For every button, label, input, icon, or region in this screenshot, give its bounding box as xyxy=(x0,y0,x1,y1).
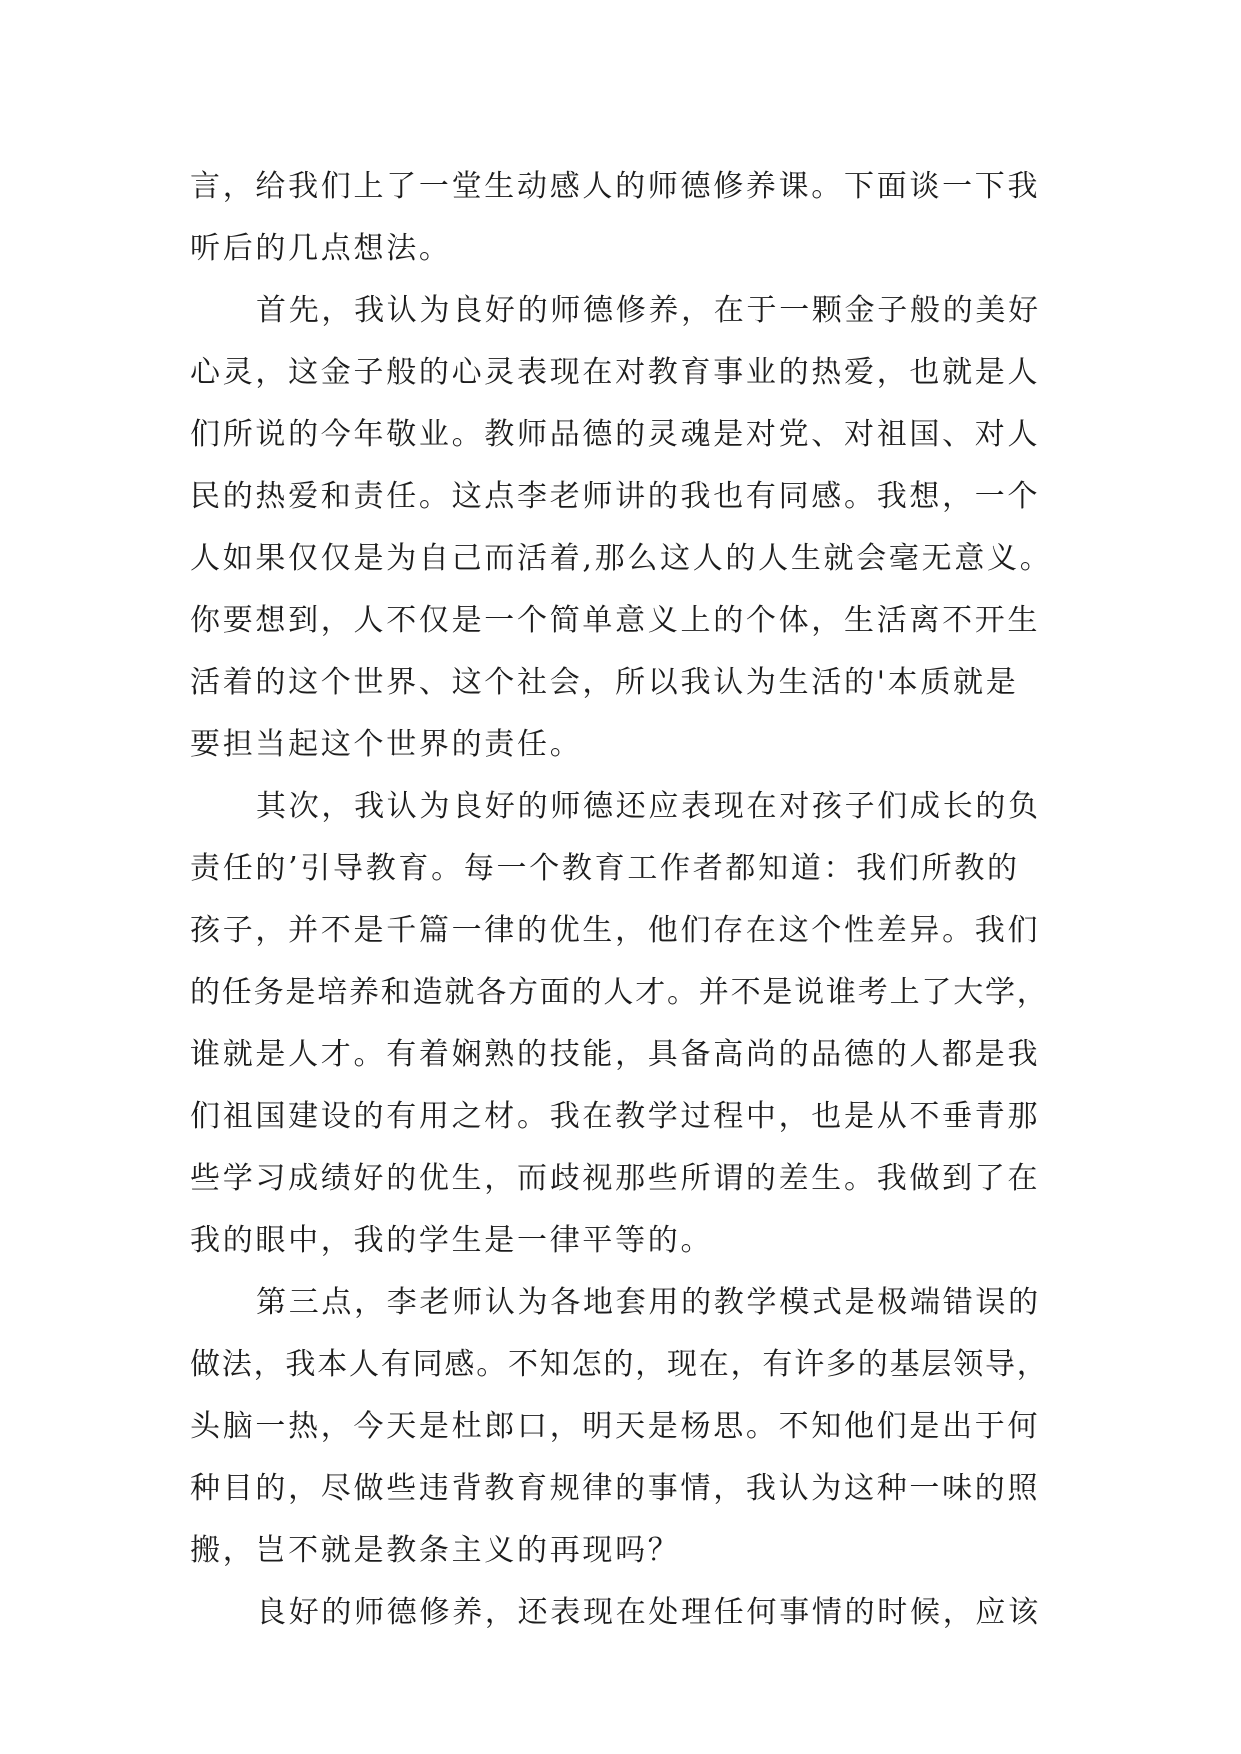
text-line: 听后的几点想法。 xyxy=(190,231,452,266)
paragraph-first-line: 其次，我认为良好的师德还应表现在对孩子们成长的负 xyxy=(256,789,1041,824)
text-line: 孩子，并不是千篇一律的优生，他们存在这个性差异。我们 xyxy=(190,913,1041,948)
text-line: 心灵，这金子般的心灵表现在对教育事业的热爱，也就是人 xyxy=(190,355,1041,390)
body-text xyxy=(190,156,1052,1644)
text-line: 要担当起这个世界的责任。 xyxy=(190,727,583,762)
text-line: 做法，我本人有同感。不知怎的，现在，有许多的基层领导， xyxy=(190,1347,1049,1382)
text-line: 搬，岂不就是教条主义的再现吗？ xyxy=(190,1533,681,1568)
paragraph-first-line: 首先，我认为良好的师德修养，在于一颗金子般的美好 xyxy=(256,293,1041,328)
text-line: 活着的这个世界、这个社会，所以我认为生活的'本质就是 xyxy=(190,665,1019,700)
text-line: 些学习成绩好的优生，而歧视那些所谓的差生。我做到了在 xyxy=(190,1161,1041,1196)
text-line: 们所说的今年敬业。教师品德的灵魂是对党、对祖国、对人 xyxy=(190,417,1041,452)
text-line: 的任务是培养和造就各方面的人才。并不是说谁考上了大学， xyxy=(190,975,1049,1010)
text-line: 言，给我们上了一堂生动感人的师德修养课。下面谈一下我 xyxy=(190,169,1041,204)
text-line: 民的热爱和责任。这点李老师讲的我也有同感。我想，一个 xyxy=(190,479,1041,514)
text-line: 们祖国建设的有用之材。我在教学过程中，也是从不垂青那 xyxy=(190,1099,1041,1134)
paragraph-first-line: 第三点，李老师认为各地套用的教学模式是极端错误的 xyxy=(256,1285,1041,1320)
text-line: 你要想到，人不仅是一个简单意义上的个体，生活离不开生 xyxy=(190,603,1041,638)
text-line: 谁就是人才。有着娴熟的技能，具备高尚的品德的人都是我 xyxy=(190,1037,1041,1072)
text-line: 我的眼中，我的学生是一律平等的。 xyxy=(190,1223,714,1258)
text-line: 人如果仅仅是为自己而活着,那么这人的人生就会毫无意义。 xyxy=(190,541,1053,576)
text-line: 头脑一热，今天是杜郎口，明天是杨思。不知他们是出于何 xyxy=(190,1409,1041,1444)
text-line: 种目的，尽做些违背教育规律的事情，我认为这种一味的照 xyxy=(190,1471,1041,1506)
text-line: 责任的’引导教育。每一个教育工作者都知道：我们所教的 xyxy=(190,851,1020,886)
paragraph-first-line: 良好的师德修养，还表现在处理任何事情的时候，应该 xyxy=(256,1595,1041,1630)
